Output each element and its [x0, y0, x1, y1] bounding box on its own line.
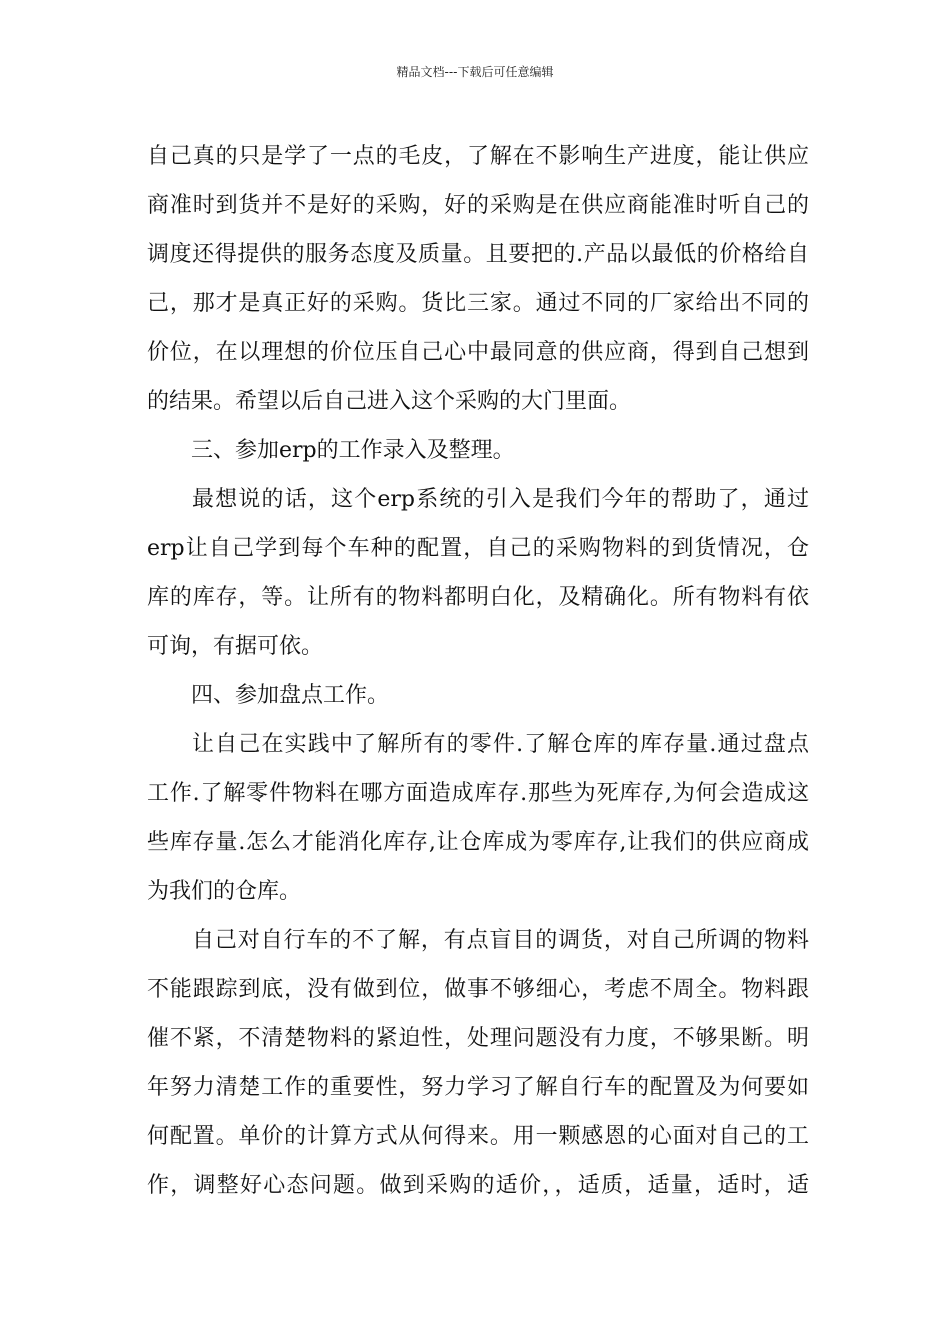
text-line: 些库存量.怎么才能消化库存,让仓库成为零库存,让我们的供应商成 — [147, 830, 809, 855]
text-line: 价位，在以理想的价位压自己心中最同意的供应商，得到自己想到 — [147, 340, 809, 365]
text-line: 可询，有据可依。 — [147, 634, 324, 659]
text-line: 让自己在实践中了解所有的零件.了解仓库的库存量.通过盘点 — [192, 732, 809, 757]
text-line: 最想说的话，这个erp系统的引入是我们今年的帮助了，通过 — [192, 487, 809, 512]
text-line: 调度还得提供的服务态度及质量。且要把的.产品以最低的价格给自 — [147, 242, 809, 267]
text-line: 为我们的仓库。 — [147, 879, 302, 904]
text-line: 自己真的只是学了一点的毛皮，了解在不影响生产进度，能让供应 — [147, 144, 809, 169]
text-line: 工作.了解零件物料在哪方面造成库存.那些为死库存,为何会造成这 — [147, 781, 809, 806]
text-line: 作，调整好心态问题。做到采购的适价，，适质，适量，适时，适 — [147, 1173, 809, 1198]
text-line: 库的库存，等。让所有的物料都明白化，及精确化。所有物料有依 — [147, 585, 809, 610]
text-line: 的结果。希望以后自己进入这个采购的大门里面。 — [147, 389, 632, 414]
text-line: 自己对自行车的不了解，有点盲目的调货，对自己所调的物料 — [192, 928, 809, 953]
page-header: 精品文档---下载后可任意编辑 — [396, 65, 554, 79]
text-line: 何配置。单价的计算方式从何得来。用一颗感恩的心面对自己的工 — [147, 1124, 809, 1149]
text-line: 催不紧，不清楚物料的紧迫性，处理问题没有力度，不够果断。明 — [147, 1026, 809, 1051]
text-line: 商准时到货并不是好的采购，好的采购是在供应商能准时听自己的 — [147, 193, 809, 218]
section-heading: 四、参加盘点工作。 — [191, 683, 390, 708]
text-line: 己，那才是真正好的采购。货比三家。通过不同的厂家给出不同的 — [147, 291, 809, 316]
section-heading: 三、参加erp的工作录入及整理。 — [191, 438, 515, 463]
text-line: erp让自己学到每个车种的配置，自己的采购物料的到货情况，仓 — [147, 536, 809, 561]
text-line: 不能跟踪到底，没有做到位，做事不够细心，考虑不周全。物料跟 — [147, 977, 809, 1002]
text-line: 年努力清楚工作的重要性，努力学习了解自行车的配置及为何要如 — [147, 1075, 809, 1100]
document-body — [147, 132, 809, 1210]
